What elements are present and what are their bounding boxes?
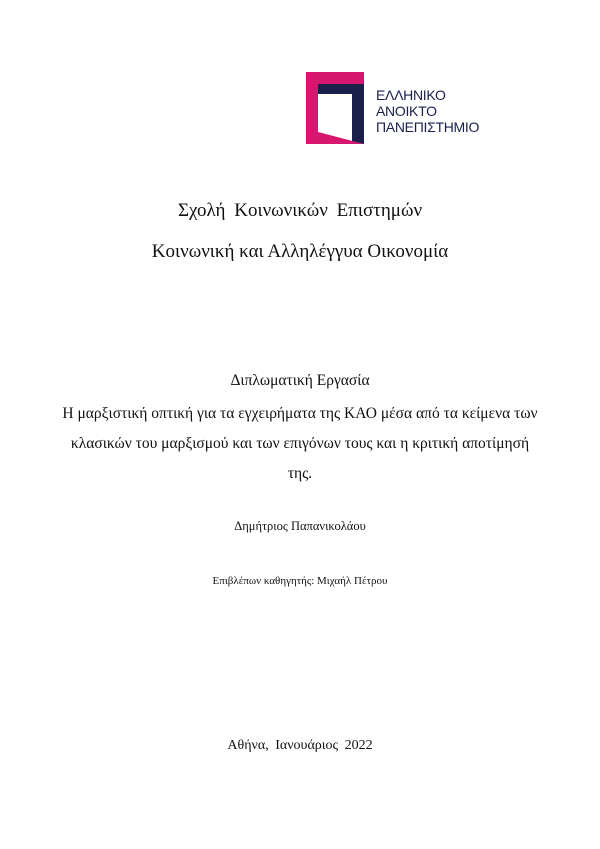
place-date: Αθήνα, Ιανουάριος 2022 xyxy=(227,738,373,753)
university-logo xyxy=(306,72,496,144)
logo-line-3: ΠΑΝΕΠΙΣΤΗΜΙΟ xyxy=(376,119,480,135)
author-name: Δημήτριος Παπανικολάου xyxy=(234,519,366,533)
university-logo-text xyxy=(376,87,479,135)
logo-line-1: ΕΛΛΗΝΙΚΟ xyxy=(376,87,446,103)
university-logo-mark-icon xyxy=(306,72,372,144)
supervisor: Επιβλέπων καθηγητής: Μιχαήλ Πέτρου xyxy=(212,575,388,587)
thesis-type: Διπλωματική Εργασία xyxy=(230,372,370,389)
thesis-title: Η μαρξιστική οπτική για τα εγχειρήματα της ΚΑΟ μέσα από τα κείμενα των κλασικών του μαρξισμού και των επιγόνων τους και η κριτική αποτίμησή της. xyxy=(62,405,538,482)
program-name: Κοινωνική και Αλληλέγγυα Οικονομία xyxy=(151,241,449,262)
school-name: Σχολή Κοινωνικών Επιστημών xyxy=(177,200,423,221)
logo-line-2: ΑΝΟΙΚΤΟ xyxy=(376,103,437,119)
